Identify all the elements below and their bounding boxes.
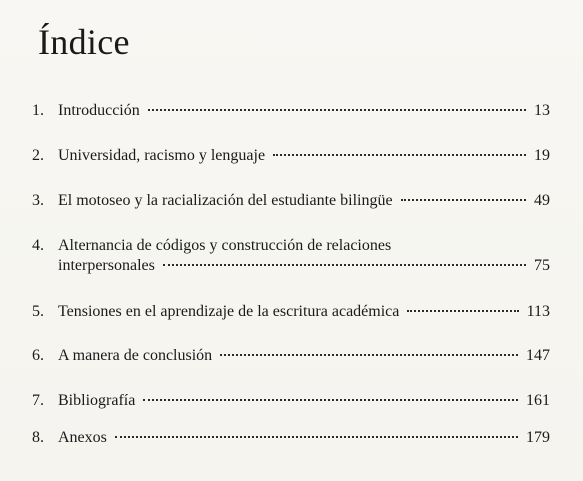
entry-page: 13 [534, 102, 550, 119]
entry-page: 161 [526, 392, 550, 409]
dot-leader [115, 436, 518, 438]
entry-number: 6. [32, 347, 44, 364]
page-title: Índice [38, 22, 130, 62]
dot-leader [401, 199, 526, 201]
toc-entry-7 [32, 391, 550, 411]
entry-number: 7. [32, 392, 44, 409]
dot-leader [273, 154, 526, 156]
entry-number: 5. [32, 303, 44, 320]
entry-title: Bibliografía [58, 392, 136, 409]
toc-entry-3 [32, 191, 550, 211]
entry-number: 1. [32, 102, 44, 119]
entry-title: Anexos [58, 429, 107, 446]
toc-entry-8 [32, 428, 550, 448]
toc-entry-5 [32, 302, 550, 322]
entry-title: El motoseo y la racialización del estudiante bilingüe [58, 192, 393, 209]
dot-leader [148, 109, 526, 111]
toc-entry-2 [32, 146, 550, 166]
entry-page: 49 [534, 192, 550, 209]
entry-page: 19 [534, 147, 550, 164]
entry-page: 75 [534, 257, 550, 274]
dot-leader [163, 264, 526, 266]
entry-title-continued: interpersonales [58, 257, 155, 274]
entry-page: 147 [526, 347, 550, 364]
entry-title: Alternancia de códigos y construcción de relaciones [58, 237, 392, 254]
toc-entry-6 [32, 346, 550, 366]
entry-number: 2. [32, 147, 44, 164]
entry-page: 179 [526, 429, 550, 446]
dot-leader [143, 399, 518, 401]
dot-leader [407, 310, 518, 312]
toc-entry-4 [32, 236, 550, 276]
entry-title: A manera de conclusión [58, 347, 213, 364]
toc-entry-1 [32, 101, 550, 121]
entry-number: 8. [32, 429, 44, 446]
entry-number: 4. [32, 237, 44, 254]
dot-leader [220, 354, 518, 356]
entry-page: 113 [526, 303, 550, 320]
entry-title: Universidad, racismo y lenguaje [58, 147, 266, 164]
entry-title: Introducción [58, 102, 140, 119]
entry-number: 3. [32, 192, 44, 209]
entry-title: Tensiones en el aprendizaje de la escritura académica [58, 303, 400, 320]
